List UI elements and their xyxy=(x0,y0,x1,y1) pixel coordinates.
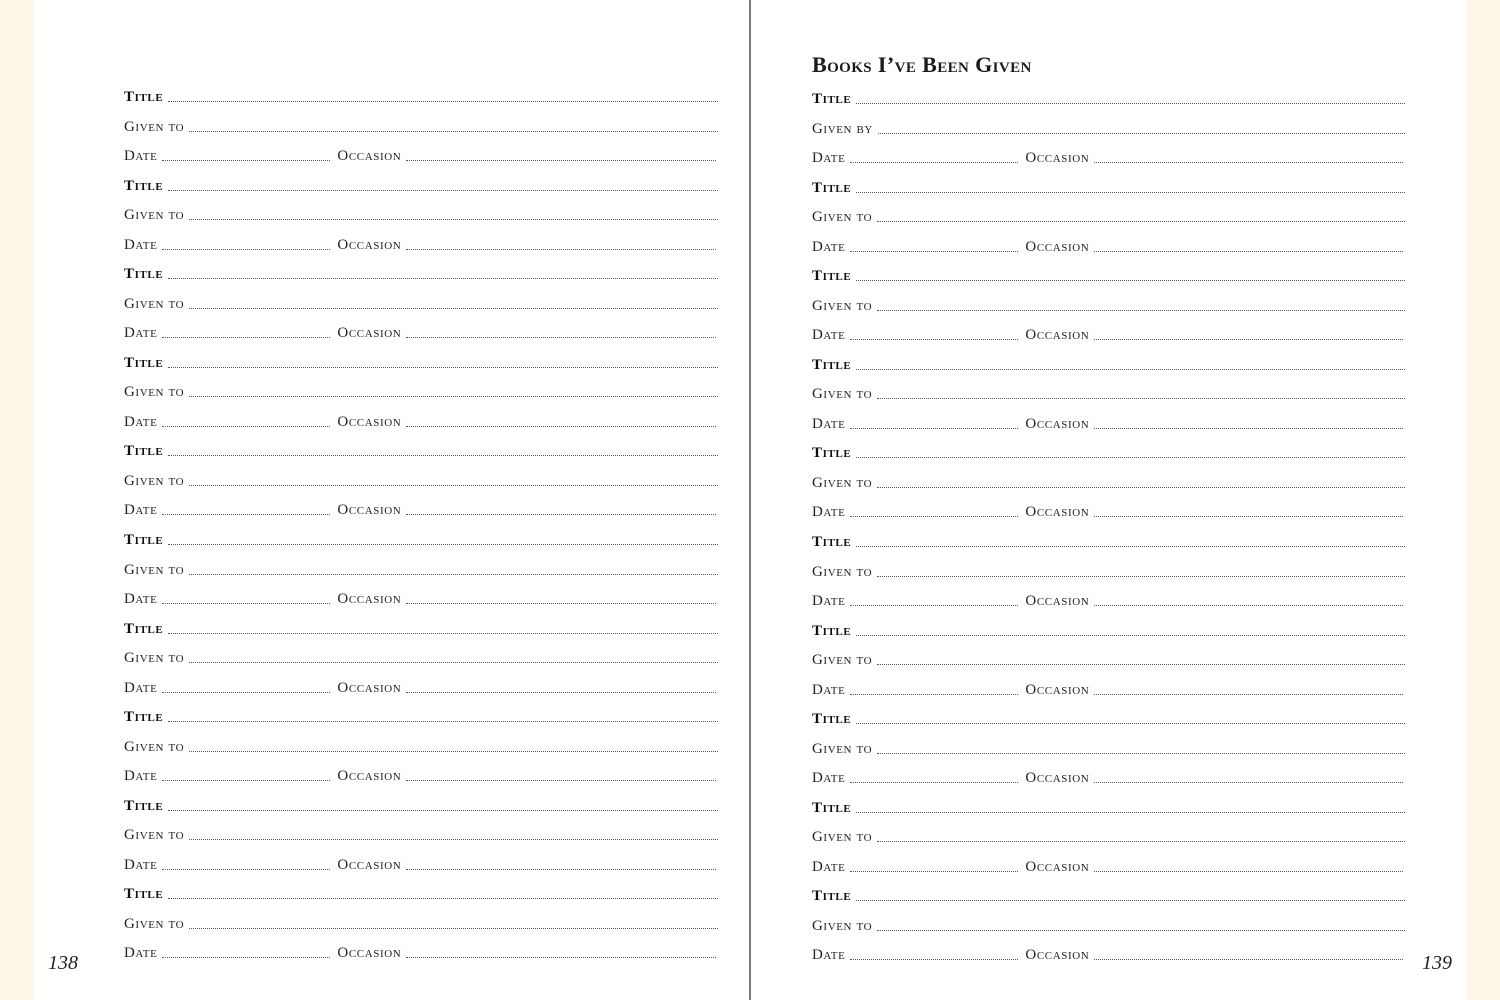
title-label: Title xyxy=(124,177,164,194)
title-row xyxy=(812,88,1405,108)
date-field[interactable] xyxy=(162,956,330,958)
date-label: Date xyxy=(124,768,158,785)
given-field[interactable] xyxy=(189,307,718,309)
given-row xyxy=(124,293,718,313)
given-label: Given to xyxy=(812,209,873,226)
date-label: Date xyxy=(812,415,846,432)
date-occasion-row xyxy=(812,413,1405,433)
occasion-label: Occasion xyxy=(337,945,402,962)
date-field[interactable] xyxy=(850,427,1018,429)
date-field[interactable] xyxy=(162,691,330,693)
date-field[interactable] xyxy=(850,958,1018,960)
date-label: Date xyxy=(124,413,158,430)
date-label: Date xyxy=(812,681,846,698)
title-row xyxy=(124,706,718,726)
title-label: Title xyxy=(124,354,164,371)
given-label: Given to xyxy=(124,915,185,932)
date-label: Date xyxy=(124,591,158,607)
given-row xyxy=(124,736,718,756)
given-label: Given to xyxy=(812,297,873,314)
given-row xyxy=(812,826,1405,846)
given-row xyxy=(812,472,1405,492)
occasion-field[interactable] xyxy=(1094,515,1403,517)
occasion-label: Occasion xyxy=(337,856,402,873)
date-label: Date xyxy=(124,945,158,962)
given-row xyxy=(124,559,718,579)
given-field[interactable] xyxy=(877,663,1405,665)
occasion-field[interactable] xyxy=(406,602,716,604)
title-field[interactable] xyxy=(168,632,718,634)
given-row xyxy=(812,915,1405,935)
given-label: Given to xyxy=(124,207,185,224)
title-row xyxy=(124,529,718,549)
given-label: Given to xyxy=(124,472,185,489)
title-row xyxy=(124,263,718,283)
occasion-label: Occasion xyxy=(1025,947,1090,964)
given-field[interactable] xyxy=(189,484,718,486)
date-occasion-row xyxy=(812,236,1405,256)
date-field[interactable] xyxy=(850,781,1018,783)
date-field[interactable] xyxy=(162,868,330,870)
occasion-field[interactable] xyxy=(406,956,716,958)
given-label: Given to xyxy=(812,829,873,846)
given-row xyxy=(812,295,1405,315)
title-field[interactable] xyxy=(168,100,718,102)
title-field[interactable] xyxy=(856,102,1405,104)
title-label: Title xyxy=(812,356,852,373)
title-row xyxy=(812,442,1405,462)
title-field[interactable] xyxy=(168,809,718,811)
title-field[interactable] xyxy=(168,189,718,191)
occasion-label: Occasion xyxy=(337,413,402,430)
occasion-label: Occasion xyxy=(337,679,402,696)
title-field[interactable] xyxy=(856,279,1405,281)
occasion-field[interactable] xyxy=(1094,427,1403,429)
title-field[interactable] xyxy=(856,545,1405,547)
date-occasion-row xyxy=(812,590,1405,610)
title-label: Title xyxy=(124,797,164,814)
title-label: Title xyxy=(124,620,164,637)
date-field[interactable] xyxy=(162,779,330,781)
title-row xyxy=(124,795,718,815)
given-label: Given to xyxy=(124,295,185,312)
date-field[interactable] xyxy=(850,604,1018,606)
date-occasion-row xyxy=(124,677,718,697)
title-label: Title xyxy=(124,532,164,548)
given-label: Given to xyxy=(124,561,185,578)
title-label: Title xyxy=(124,886,164,903)
date-field[interactable] xyxy=(162,602,330,604)
occasion-label: Occasion xyxy=(1025,504,1090,521)
given-field[interactable] xyxy=(877,397,1405,399)
title-label: Title xyxy=(124,266,164,283)
title-label: Title xyxy=(812,91,852,107)
title-field[interactable] xyxy=(168,720,718,722)
date-field[interactable] xyxy=(850,693,1018,695)
title-row xyxy=(812,531,1405,551)
given-field[interactable] xyxy=(189,130,718,132)
date-label: Date xyxy=(812,770,846,787)
date-occasion-row xyxy=(812,856,1405,876)
given-field[interactable] xyxy=(877,220,1405,222)
occasion-field[interactable] xyxy=(1094,161,1403,163)
date-label: Date xyxy=(124,148,158,164)
occasion-label: Occasion xyxy=(1025,593,1090,609)
title-row xyxy=(812,265,1405,285)
title-field[interactable] xyxy=(168,366,718,368)
date-field[interactable] xyxy=(850,161,1018,163)
date-occasion-row xyxy=(812,147,1405,167)
occasion-label: Occasion xyxy=(1025,327,1090,344)
title-label: Title xyxy=(812,534,852,550)
date-label: Date xyxy=(124,236,158,253)
given-row xyxy=(812,738,1405,758)
given-label: Given to xyxy=(812,563,873,580)
given-row xyxy=(812,118,1405,138)
date-occasion-row xyxy=(124,942,718,962)
date-label: Date xyxy=(812,947,846,964)
date-field[interactable] xyxy=(850,870,1018,872)
date-field[interactable] xyxy=(850,338,1018,340)
date-field[interactable] xyxy=(162,425,330,427)
given-field[interactable] xyxy=(877,840,1405,842)
title-label: Title xyxy=(812,888,852,905)
title-field[interactable] xyxy=(856,811,1405,813)
date-label: Date xyxy=(124,502,158,519)
given-field[interactable] xyxy=(189,395,718,397)
title-label: Title xyxy=(124,89,164,105)
given-field[interactable] xyxy=(877,575,1405,577)
date-label: Date xyxy=(812,593,846,609)
date-occasion-row xyxy=(124,411,718,431)
title-field[interactable] xyxy=(168,543,718,545)
given-field[interactable] xyxy=(189,218,718,220)
given-field[interactable] xyxy=(189,927,718,929)
title-row xyxy=(124,86,718,106)
occasion-label: Occasion xyxy=(1025,150,1090,166)
date-occasion-row xyxy=(124,588,718,608)
given-field[interactable] xyxy=(877,752,1405,754)
occasion-field[interactable] xyxy=(1094,338,1403,340)
title-field[interactable] xyxy=(856,456,1405,458)
title-label: Title xyxy=(812,445,852,462)
date-occasion-row xyxy=(124,234,718,254)
title-row xyxy=(124,618,718,638)
title-row xyxy=(812,354,1405,374)
given-label: Given to xyxy=(124,118,185,135)
given-label: Given to xyxy=(812,386,873,403)
occasion-label: Occasion xyxy=(337,502,402,519)
title-field[interactable] xyxy=(168,454,718,456)
occasion-field[interactable] xyxy=(406,248,716,250)
occasion-field[interactable] xyxy=(1094,693,1403,695)
title-field[interactable] xyxy=(168,897,718,899)
date-occasion-row xyxy=(812,324,1405,344)
occasion-field[interactable] xyxy=(1094,604,1403,606)
given-row xyxy=(124,204,718,224)
title-row xyxy=(812,177,1405,197)
occasion-label: Occasion xyxy=(1025,681,1090,698)
date-label: Date xyxy=(124,856,158,873)
page-heading: Books I’ve Been Given xyxy=(812,52,1032,77)
date-label: Date xyxy=(812,327,846,344)
title-field[interactable] xyxy=(856,368,1405,370)
title-row xyxy=(812,620,1405,640)
date-occasion-row xyxy=(124,854,718,874)
occasion-field[interactable] xyxy=(406,159,716,161)
date-label: Date xyxy=(812,238,846,255)
title-label: Title xyxy=(124,709,164,726)
occasion-field[interactable] xyxy=(1094,250,1403,252)
occasion-label: Occasion xyxy=(1025,858,1090,875)
given-row xyxy=(124,647,718,667)
given-label: Given to xyxy=(812,474,873,491)
title-row xyxy=(124,440,718,460)
title-row xyxy=(812,708,1405,728)
title-row xyxy=(812,797,1405,817)
date-label: Date xyxy=(812,858,846,875)
date-occasion-row xyxy=(812,767,1405,787)
occasion-field[interactable] xyxy=(1094,781,1403,783)
given-label: Given to xyxy=(124,650,185,667)
given-field[interactable] xyxy=(189,750,718,752)
date-occasion-row xyxy=(124,322,718,342)
given-field[interactable] xyxy=(877,309,1405,311)
date-occasion-row xyxy=(812,501,1405,521)
given-row xyxy=(812,561,1405,581)
given-row xyxy=(124,116,718,136)
page-number-right: 139 xyxy=(1422,952,1452,974)
given-row xyxy=(124,913,718,933)
date-field[interactable] xyxy=(162,248,330,250)
date-label: Date xyxy=(124,679,158,696)
date-field[interactable] xyxy=(162,159,330,161)
given-label: Given to xyxy=(124,738,185,755)
occasion-label: Occasion xyxy=(1025,415,1090,432)
occasion-label: Occasion xyxy=(337,148,402,164)
given-label: Given to xyxy=(812,652,873,669)
date-occasion-row xyxy=(812,944,1405,964)
occasion-label: Occasion xyxy=(337,591,402,607)
given-field[interactable] xyxy=(189,838,718,840)
occasion-label: Occasion xyxy=(1025,770,1090,787)
title-row xyxy=(124,883,718,903)
title-field[interactable] xyxy=(856,899,1405,901)
title-label: Title xyxy=(812,622,852,639)
date-label: Date xyxy=(812,504,846,521)
given-field[interactable] xyxy=(877,929,1405,931)
given-field[interactable] xyxy=(878,132,1405,134)
occasion-field[interactable] xyxy=(406,779,716,781)
title-field[interactable] xyxy=(168,277,718,279)
occasion-label: Occasion xyxy=(337,325,402,342)
title-label: Title xyxy=(812,179,852,196)
date-field[interactable] xyxy=(850,250,1018,252)
title-field[interactable] xyxy=(856,722,1405,724)
occasion-field[interactable] xyxy=(1094,958,1403,960)
given-label: Given to xyxy=(812,740,873,757)
title-row xyxy=(124,175,718,195)
date-occasion-row xyxy=(124,145,718,165)
date-field[interactable] xyxy=(162,336,330,338)
given-field[interactable] xyxy=(877,486,1405,488)
given-row xyxy=(124,824,718,844)
title-label: Title xyxy=(812,711,852,728)
date-field[interactable] xyxy=(850,515,1018,517)
occasion-label: Occasion xyxy=(337,236,402,253)
date-occasion-row xyxy=(124,499,718,519)
title-field[interactable] xyxy=(856,191,1405,193)
occasion-field[interactable] xyxy=(406,691,716,693)
occasion-label: Occasion xyxy=(1025,238,1090,255)
occasion-field[interactable] xyxy=(406,868,716,870)
page-number-left: 138 xyxy=(48,952,78,974)
given-label: Given to xyxy=(812,917,873,934)
given-row xyxy=(812,649,1405,669)
given-label: Given to xyxy=(124,827,185,844)
given-field[interactable] xyxy=(189,661,718,663)
occasion-field[interactable] xyxy=(1094,870,1403,872)
page-gutter xyxy=(749,0,751,1000)
title-label: Title xyxy=(812,799,852,816)
title-label: Title xyxy=(812,268,852,285)
title-label: Title xyxy=(124,443,164,460)
given-field[interactable] xyxy=(189,573,718,575)
given-row xyxy=(812,383,1405,403)
given-row xyxy=(812,206,1405,226)
date-occasion-row xyxy=(124,765,718,785)
occasion-field[interactable] xyxy=(406,513,716,515)
given-row xyxy=(124,470,718,490)
given-row xyxy=(124,381,718,401)
date-field[interactable] xyxy=(162,513,330,515)
occasion-field[interactable] xyxy=(406,336,716,338)
occasion-field[interactable] xyxy=(406,425,716,427)
date-occasion-row xyxy=(812,679,1405,699)
date-label: Date xyxy=(124,325,158,342)
title-row xyxy=(812,885,1405,905)
occasion-label: Occasion xyxy=(337,768,402,785)
title-field[interactable] xyxy=(856,634,1405,636)
given-label: Given to xyxy=(124,384,185,401)
given-label: Given by xyxy=(812,120,873,137)
date-label: Date xyxy=(812,150,846,166)
title-row xyxy=(124,352,718,372)
